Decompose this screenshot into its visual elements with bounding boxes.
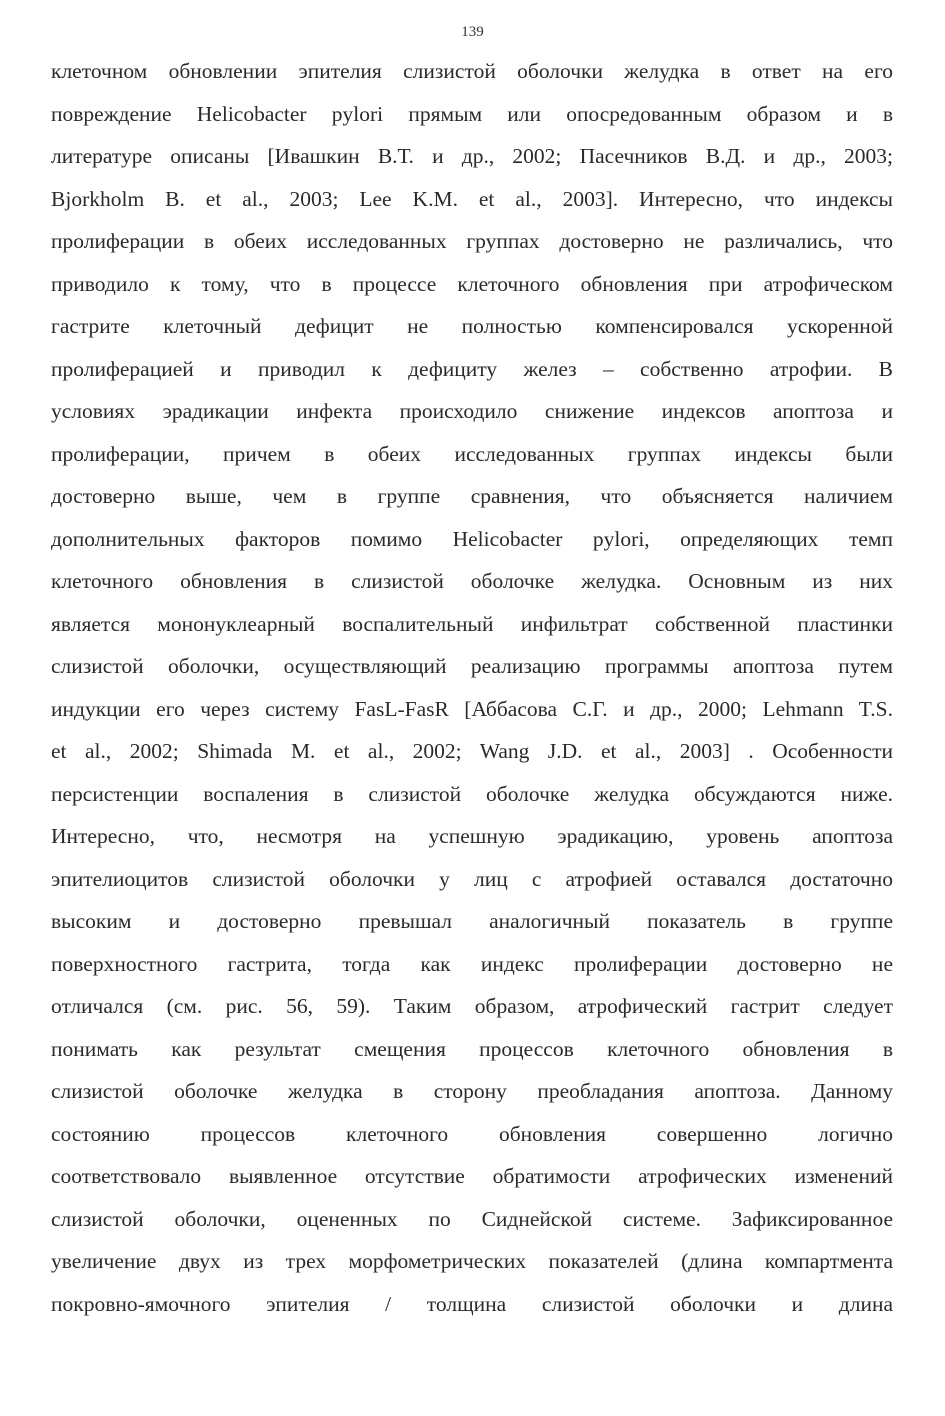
text-line: дополнительных факторов помимо Helicobacter pylori, определяющих темп bbox=[51, 526, 893, 551]
body-text bbox=[51, 50, 893, 1325]
text-line: условиях эрадикации инфекта происходило снижение индексов апоптоза и bbox=[51, 399, 893, 423]
text-line: соответствовало выявленное отсутствие обратимости атрофических изменений bbox=[51, 1164, 893, 1188]
text-line: литературе описаны [Ивашкин В.Т. и др., 2002; Пасечников В.Д. и др., 2003; bbox=[51, 144, 893, 168]
text-line: является мононуклеарный воспалительный инфильтрат собственной пластинки bbox=[51, 611, 893, 636]
text-line: Bjorkholm B. et al., 2003; Lee K.M. et al., 2003]. Интересно, что индексы bbox=[51, 186, 893, 211]
text-line: приводило к тому, что в процессе клеточного обновления при атрофическом bbox=[51, 271, 893, 296]
text-line: Интересно, что, несмотря на успешную эрадикацию, уровень апоптоза bbox=[51, 824, 893, 848]
text-line: пролиферации, причем в обеих исследованных группах индексы были bbox=[51, 441, 893, 466]
text-line: слизистой оболочке желудка в сторону преобладания апоптоза. Данному bbox=[51, 1079, 893, 1103]
text-line: слизистой оболочки, оцененных по Сиднейской системе. Зафиксированное bbox=[51, 1206, 893, 1231]
text-line: гастрите клеточный дефицит не полностью компенсировался ускоренной bbox=[51, 314, 893, 338]
text-line: высоким и достоверно превышал аналогичный показатель в группе bbox=[51, 909, 893, 933]
text-line: индукции его через систему FasL-FasR [Аббасова С.Г. и др., 2000; Lehmann T.S. bbox=[51, 696, 893, 721]
text-line: повреждение Helicobacter pylori прямым или опосредованным образом и в bbox=[51, 101, 893, 126]
text-line: покровно-ямочного эпителия / толщина слизистой оболочки и длина bbox=[51, 1291, 893, 1316]
text-line: персистенции воспаления в слизистой оболочке желудка обсуждаются ниже. bbox=[51, 781, 893, 806]
text-line: поверхностного гастрита, тогда как индекс пролиферации достоверно не bbox=[51, 951, 893, 976]
text-line: эпителиоцитов слизистой оболочки у лиц с атрофией оставался достаточно bbox=[51, 866, 893, 891]
text-line: увеличение двух из трех морфометрических показателей (длина компартмента bbox=[51, 1249, 893, 1273]
text-line: отличался (см. рис. 56, 59). Таким образом, атрофический гастрит следует bbox=[51, 994, 893, 1018]
text-line: состоянию процессов клеточного обновления совершенно логично bbox=[51, 1121, 893, 1146]
text-line: пролиферации в обеих исследованных группах достоверно не различались, что bbox=[51, 229, 893, 253]
text-line: клеточного обновления в слизистой оболочке желудка. Основным из них bbox=[51, 569, 893, 593]
text-line: пролиферацией и приводил к дефициту желез – собственно атрофии. В bbox=[51, 356, 893, 381]
page-number: 139 bbox=[461, 24, 484, 40]
text-line: слизистой оболочки, осуществляющий реализацию программы апоптоза путем bbox=[51, 654, 893, 678]
text-line: понимать как результат смещения процессов клеточного обновления в bbox=[51, 1036, 893, 1061]
text-line: достоверно выше, чем в группе сравнения, что объясняется наличием bbox=[51, 484, 893, 508]
text-line: et al., 2002; Shimada M. et al., 2002; Wang J.D. et al., 2003] . Особенности bbox=[51, 739, 893, 763]
text-line: клеточном обновлении эпителия слизистой оболочки желудка в ответ на его bbox=[51, 59, 893, 83]
